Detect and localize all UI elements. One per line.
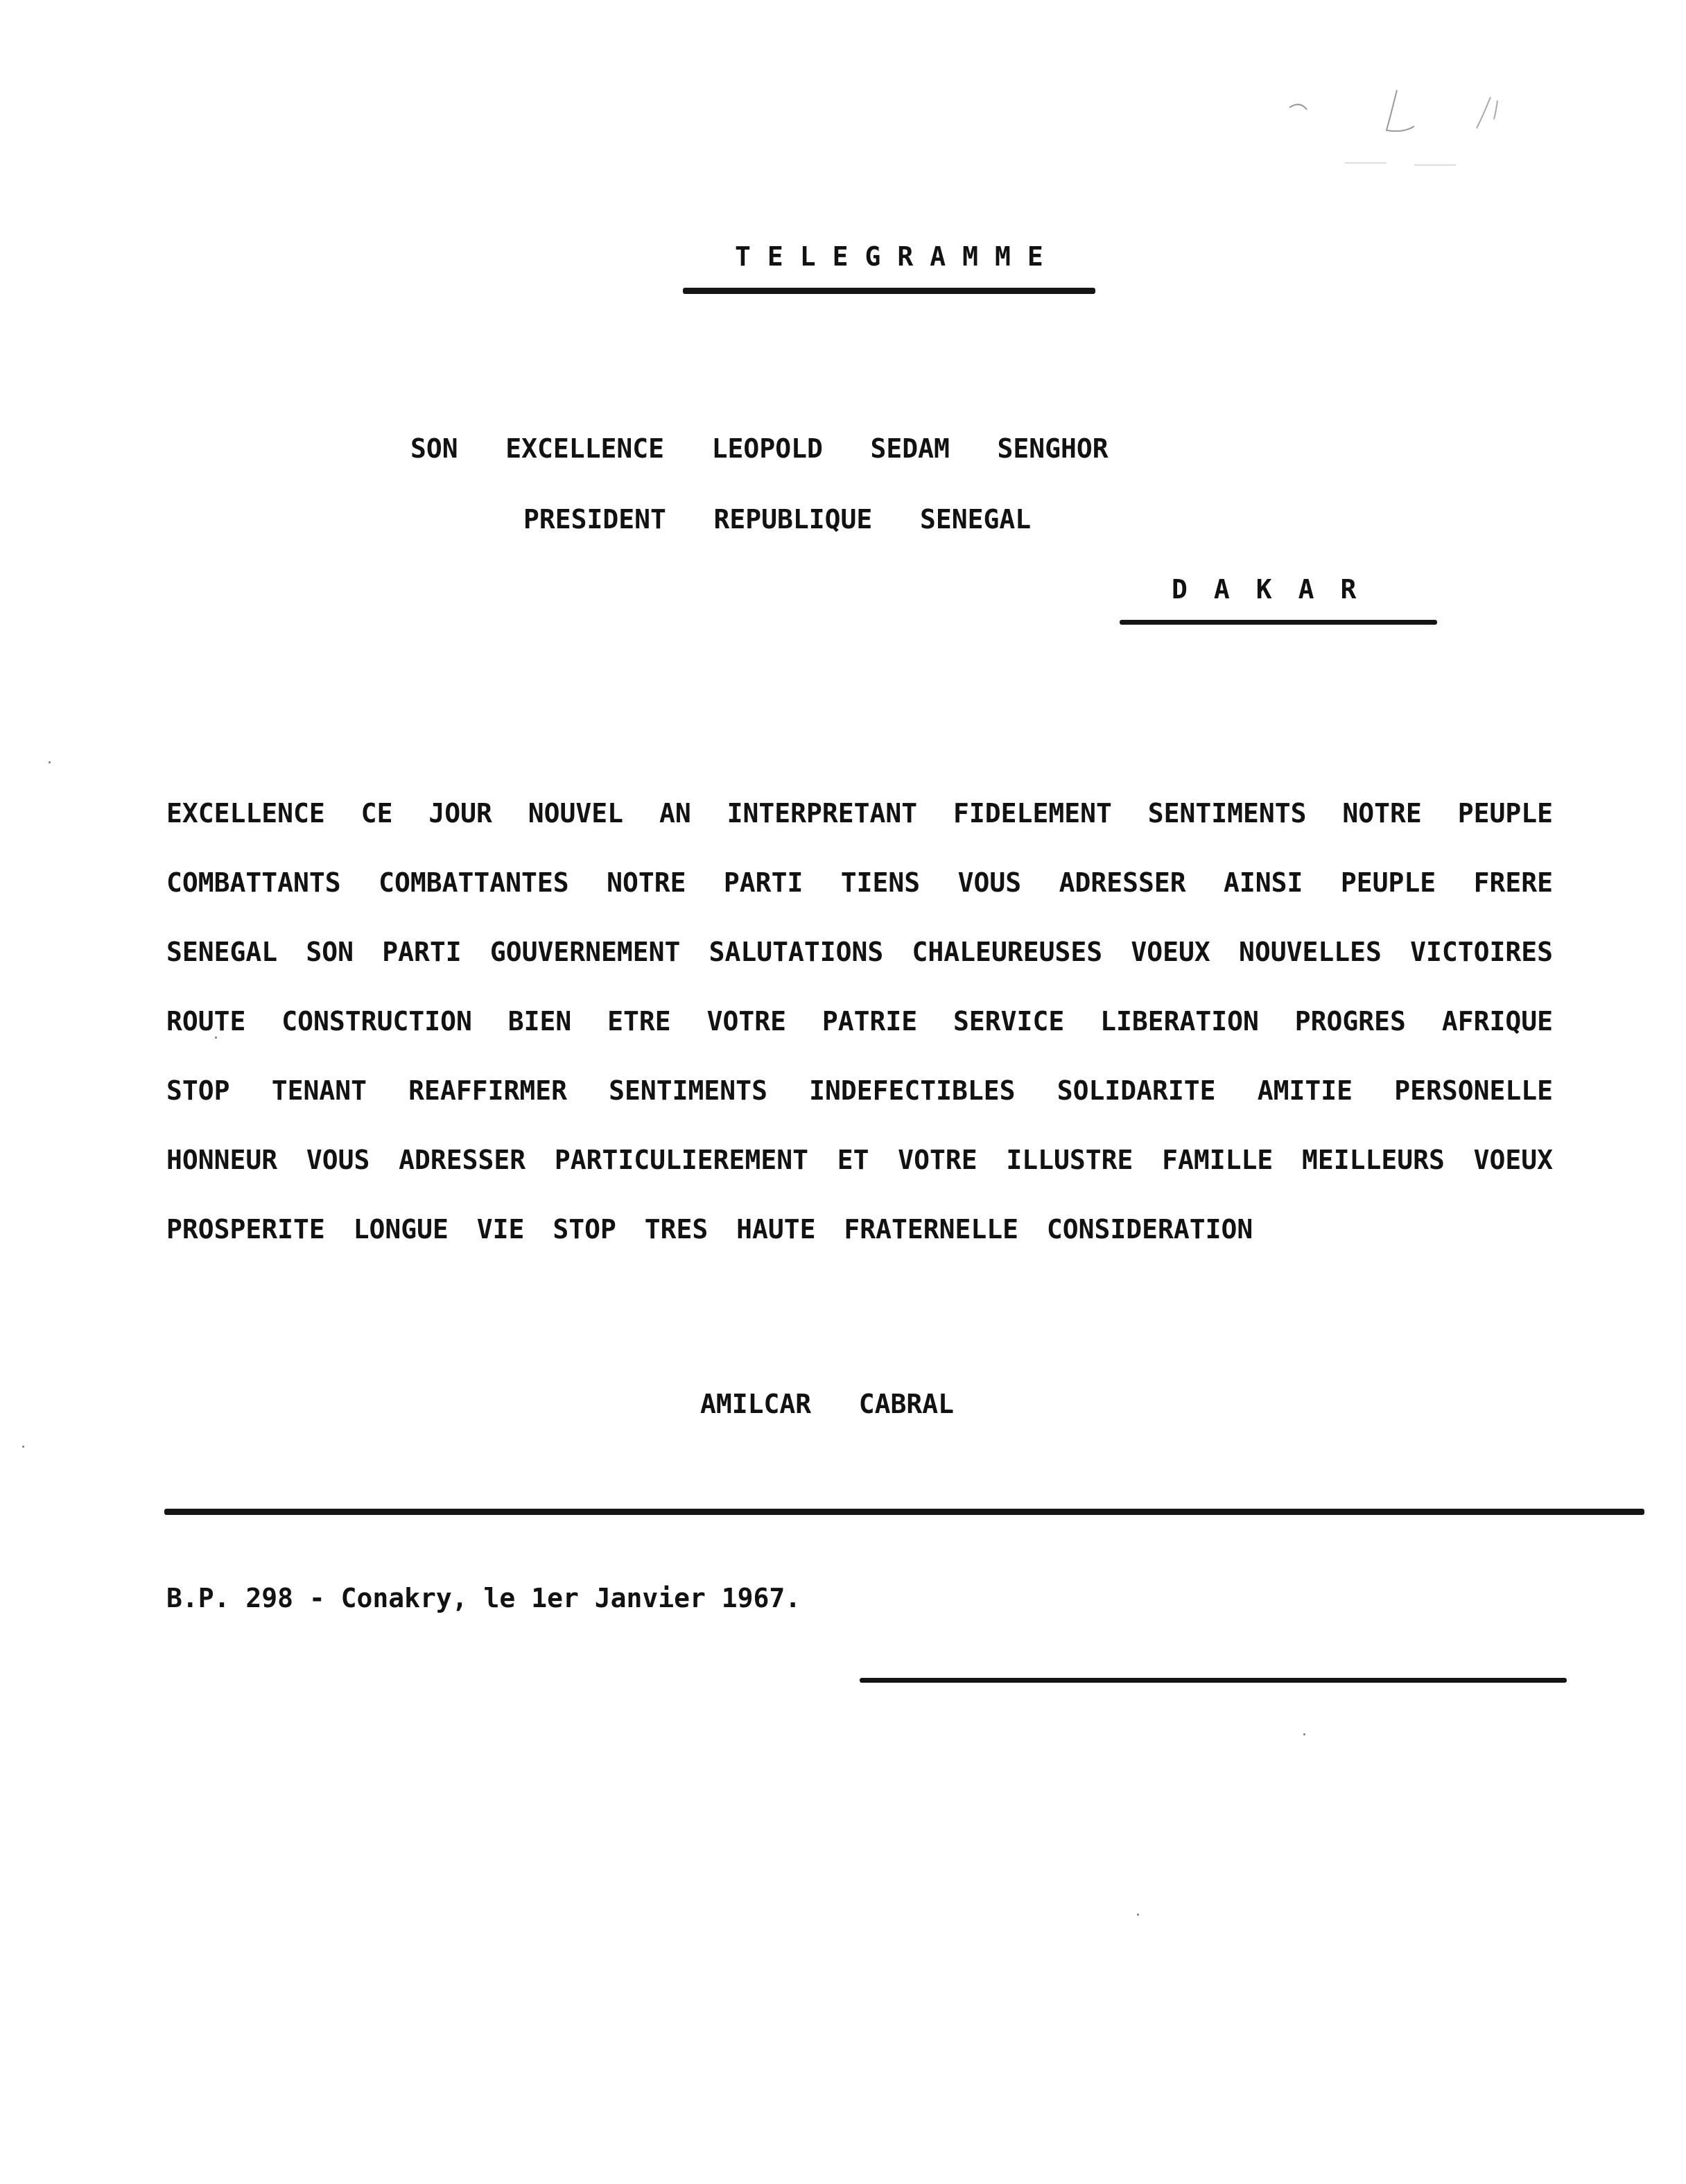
paper-speck: [215, 1037, 217, 1039]
separator-rule: [164, 1509, 1644, 1515]
addressee-line-1: SON EXCELLENCE LEOPOLD SEDAM SENGHOR: [410, 433, 1109, 464]
addressee-line-2: PRESIDENT REPUBLIQUE SENEGAL: [523, 504, 1032, 535]
paper-speck: [49, 761, 51, 763]
destination-city: DAKAR: [1172, 574, 1383, 605]
handwritten-mark: [1276, 76, 1553, 180]
footer-address-date: B.P. 298 - Conakry, le 1er Janvier 1967.: [166, 1583, 801, 1613]
telegram-body: EXCELLENCE CE JOUR NOUVEL AN INTERPRETANT FIDELEMENT SENTIMENTS NOTRE PEUPLE COMBATTANTS COMBATTANTES NOTRE PARTI TIENS VOUS ADRESSER AINSI PEUPLE FRERE SENEGAL SON PARTI GOUVERNEMENT SALUTATIONS CHALEUREUSES VOEUX NOUVELLES VICTOIRES ROUTE CONSTRUCTION BIEN ETRE VOTRE PATRIE SERVICE LIBERATION PROGRES AFRIQUE STOP TENANT REAFFIRMER SENTIMENTS INDEFECTIBLES SOLIDARITE AMITIE PERSONELLE HONNEUR VOUS ADRESSER PARTICULIEREMENT ET VOTRE ILLUSTRE FAMILLE MEILLEURS VOEUX PROSPERITE LONGUE VIE STOP TRES HAUTE FRATERNELLE CONSIDERATION: [166, 798, 1553, 1245]
city-underline: [1120, 620, 1437, 625]
paper-speck: [1303, 1733, 1305, 1735]
footer-underline: [860, 1678, 1567, 1683]
paper-speck: [22, 1446, 24, 1448]
telegram-title: TELEGRAMME: [735, 241, 1060, 272]
sender-signature: AMILCAR CABRAL: [700, 1389, 955, 1419]
title-underline: [683, 288, 1095, 294]
paper-speck: [1137, 1914, 1139, 1916]
